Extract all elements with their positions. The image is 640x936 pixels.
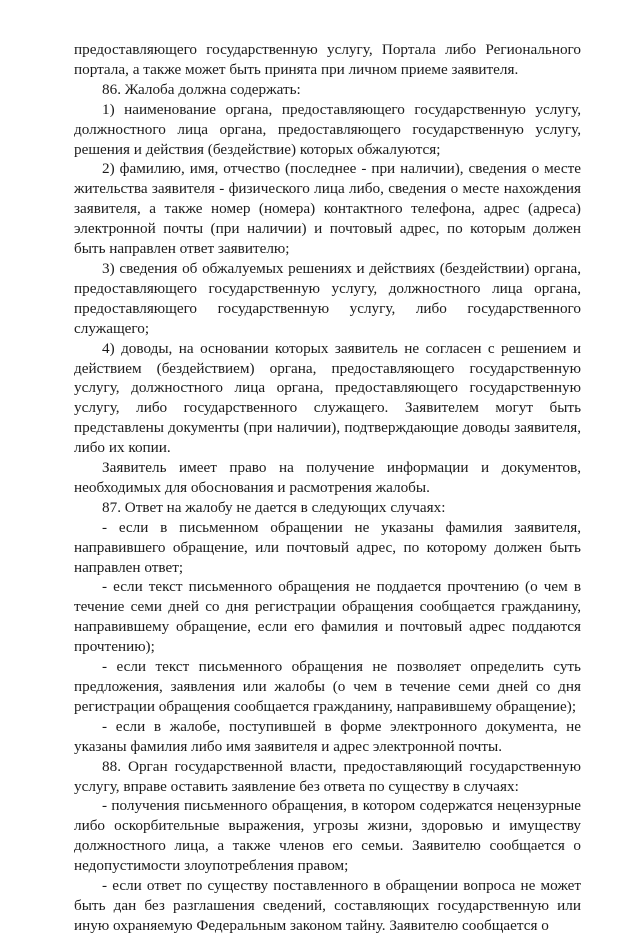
paragraph-item-87-case-2: - если текст письменного обращения не поддается прочтению (о чем в течение семи дней со дня регистрации обращения сообщается гражданину, направившему обращение, если его фамилия и почтовый адрес поддаются прочтению); [74,578,581,656]
paragraph-item-88-heading: 88. Орган государственной власти, предоставляющий государственную услугу, вправе оставить заявление без ответа по существу в случаях: [74,757,581,795]
paragraph-item-86-2: 2) фамилию, имя, отчество (последнее - при наличии), сведения о месте жительства заявителя - физического лица либо, сведения о месте нахождения заявителя, а также номер (номера) контактного телефона, адрес (адреса) электронной почты (при наличии) и почтовый адрес, по которым должен быть направлен ответ заявителю; [74,160,581,258]
paragraph-applicant-rights: Заявитель имеет право на получение информации и документов, необходимых для обоснования и расмотрения жалобы. [74,459,581,496]
paragraph-item-87-case-3: - если текст письменного обращения не позволяет определить суть предложения, заявления или жалобы (о чем в течение семи дней со дня регистрации обращения сообщается гражданину, направившему обращение); [74,658,581,715]
paragraph-item-88-case-2: - если ответ по существу поставленного в обращении вопроса не может быть дан без разглашения сведений, составляющих государственную или иную охраняемую Федеральным законом тайну. Заявителю сообщается о [74,877,581,934]
paragraph-continuation: предоставляющего государственную услугу, Портала либо Регионального портала, а также может быть принята при личном приеме заявителя. [74,41,581,78]
paragraph-item-87-case-4: - если в жалобе, поступившей в форме электронного документа, не указаны фамилия либо имя заявителя и адрес электронной почты. [74,717,581,755]
paragraph-item-88-case-1: - получения письменного обращения, в котором содержатся нецензурные либо оскорбительные выражения, угрозы жизни, здоровью и имуществу должностного лица, а также членов его семьи. Заявителю сообщается о недопустимости злоупотребления правом; [74,797,581,875]
document-page [74,40,581,936]
paragraph-item-86-3: 3) сведения об обжалуемых решениях и действиях (бездействии) органа, предоставляющего государственную услугу, должностного лица органа, предоставляющего государственную услугу, либо государственного служащего; [74,259,581,337]
paragraph-item-86-4: 4) доводы, на основании которых заявитель не согласен с решением и действием (бездействием) органа, предоставляющего государственную услугу, должностного лица органа, предоставляющего государственную услугу, либо государственного служащего. Заявителем могут быть представлены документы (при наличии), подтверждающие доводы заявителя, либо их копии. [74,339,581,457]
paragraph-item-87-case-1: - если в письменном обращении не указаны фамилия заявителя, направившего обращение, или почтовый адрес, по которому должен быть направлен ответ; [74,518,581,576]
paragraph-item-86-heading: 86. Жалоба должна содержать: [102,80,301,98]
paragraph-item-86-1: 1) наименование органа, предоставляющего государственную услугу, должностного лица органа, предоставляющего государственную услугу, решения и действия (бездействие) которых обжалуются; [74,100,581,158]
paragraph-item-87-heading: 87. Ответ на жалобу не дается в следующих случаях: [102,498,446,516]
